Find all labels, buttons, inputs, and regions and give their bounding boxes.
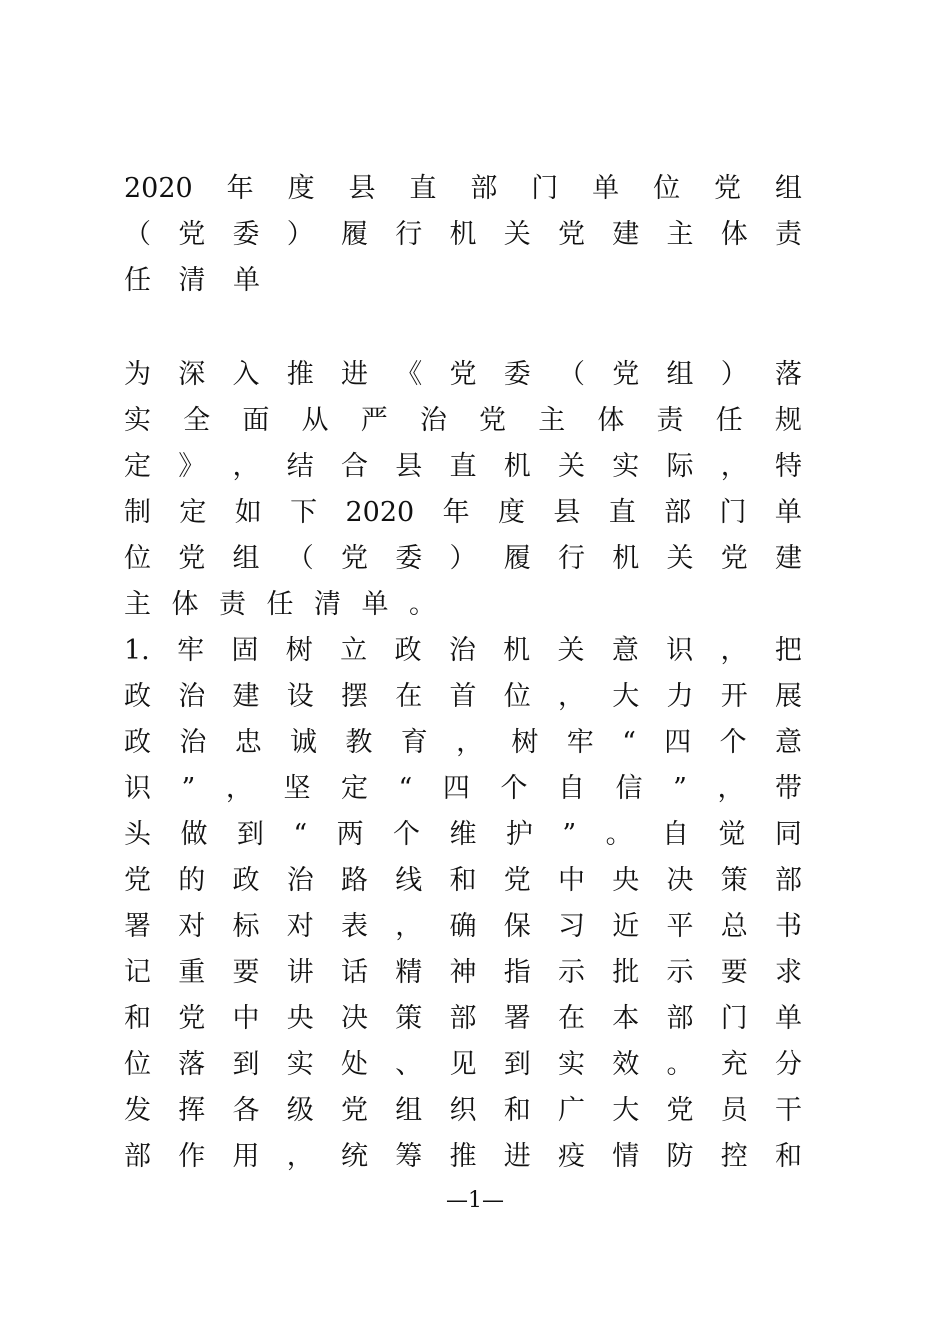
body-line-8: 政 治 建 设 摆 在 首 位 ， 大 力 开 展 [124,681,802,712]
body-line-1: 为 深 入 推 进 《 党 委 （ 党 组 ） 落 [124,359,802,390]
title-line-2: （ 党 委 ） 履 行 机 关 党 建 主 体 责 [124,219,802,250]
body-line-10: 识 ” ， 坚 定 “ 四 个 自 信 ” ， 带 [124,773,802,804]
body-line-13: 署 对 标 对 表 ， 确 保 习 近 平 总 书 [124,911,802,942]
body-line-18: 部 作 用 ， 统 筹 推 进 疫 情 防 控 和 [124,1141,802,1172]
title-line-3 [124,258,802,304]
title-line-3-text: 任 清 单 [124,265,260,296]
body-line-17: 发 挥 各 级 党 组 织 和 广 大 党 员 干 [124,1095,802,1126]
body-line-14: 记 重 要 讲 话 精 神 指 示 批 示 要 求 [124,957,802,988]
body-line-4: 制 定 如 下 2020 年 度 县 直 部 门 单 [124,497,802,528]
body-line-2: 实 全 面 从 严 治 党 主 体 责 任 规 [124,405,802,436]
body-line-9: 政 治 忠 诚 教 育 ， 树 牢 “ 四 个 意 [124,727,802,758]
body-line-7: 1. 牢 固 树 立 政 治 机 关 意 识 ， 把 [124,635,802,666]
body-line-3: 定 》 ， 结 合 县 直 机 关 实 际 ， 特 [124,451,802,482]
body-line-5: 位 党 组 （ 党 委 ） 履 行 机 关 党 建 [124,543,802,574]
body-line-6 [124,582,802,628]
body-line-11: 头 做 到 “ 两 个 维 护 ” 。 自 觉 同 [124,819,802,850]
document-body [124,352,802,1180]
document-title [124,166,802,304]
body-line-12: 党 的 政 治 路 线 和 党 中 央 决 策 部 [124,865,802,896]
body-line-16: 位 落 到 实 处 、 见 到 实 效 。 充 分 [124,1049,802,1080]
body-line-15: 和 党 中 央 决 策 部 署 在 本 部 门 单 [124,1003,802,1034]
page-number: —1— [446,1188,504,1213]
body-line-6-text: 主 体 责 任 清 单 。 [124,589,436,620]
title-line-1: 2020 年 度 县 直 部 门 单 位 党 组 [124,173,802,204]
